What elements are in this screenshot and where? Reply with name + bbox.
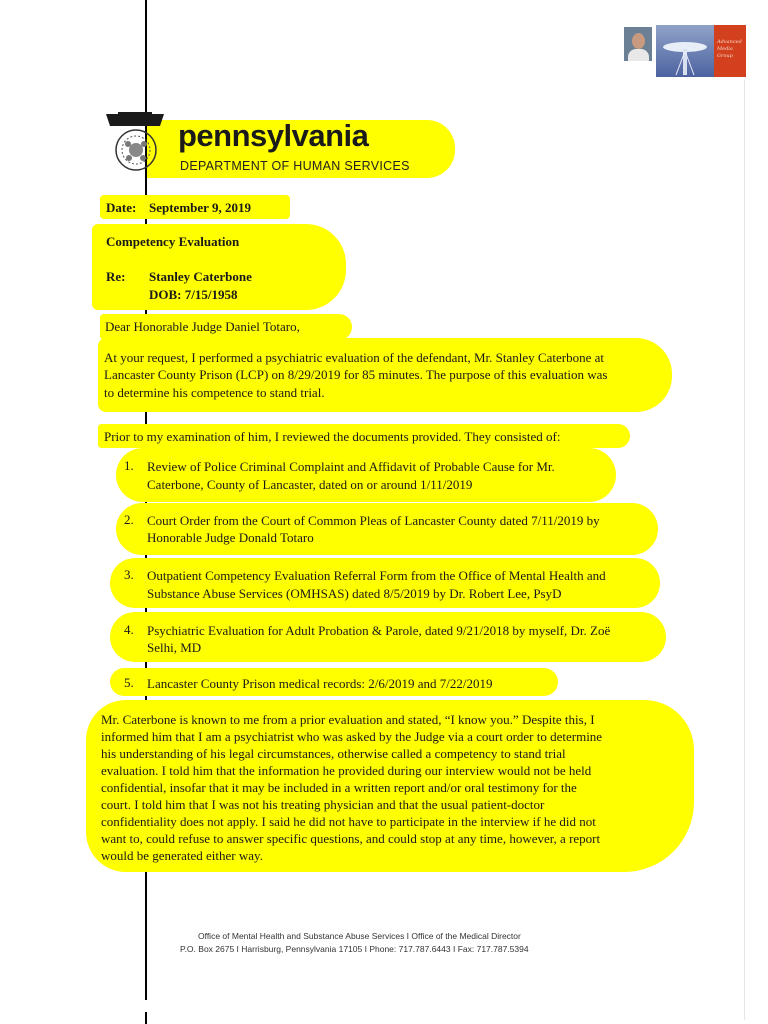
doc-number-1: 1.	[124, 458, 134, 473]
date-value: September 9, 2019	[149, 200, 251, 215]
salutation: Dear Honorable Judge Daniel Totaro,	[105, 319, 300, 334]
doc-2-line-2: Honorable Judge Donald Totaro	[147, 530, 314, 545]
letterhead-department: DEPARTMENT OF HUMAN SERVICES	[180, 159, 410, 173]
doc-3-line-2: Substance Abuse Services (OMHSAS) dated 8/5/2019 by Dr. Robert Lee, PsyD	[147, 586, 562, 601]
date-label: Date:	[106, 200, 137, 215]
doc-2-line-1: Court Order from the Court of Common Pleas of Lancaster County dated 7/11/2019 by	[147, 513, 600, 528]
doc-number-2: 2.	[124, 512, 134, 527]
header-image	[624, 25, 746, 77]
footer-line-1: Office of Mental Health and Substance Abuse Services I Office of the Medical Director	[198, 931, 521, 941]
doc-1-line-2: Caterbone, County of Lancaster, dated on or around 1/11/2019	[147, 477, 473, 492]
doc-number-3: 3.	[124, 567, 134, 582]
body-line-2: informed him that I am a psychiatrist who was asked by the Judge via a court order to determine	[101, 729, 603, 744]
tower-graphic	[656, 25, 714, 77]
doc-number-4: 4.	[124, 622, 134, 637]
re-label: Re:	[106, 269, 126, 284]
footer-line-2: P.O. Box 2675 I Harrisburg, Pennsylvania 17105 I Phone: 717.787.6443 I Fax: 717.787.5394	[180, 944, 529, 954]
doc-3-line-1: Outpatient Competency Evaluation Referral Form from the Office of Mental Health and	[147, 568, 606, 583]
re-dob: DOB: 7/15/1958	[149, 287, 238, 302]
doc-number-5: 5.	[124, 675, 134, 690]
intro-line-2: Lancaster County Prison (LCP) on 8/29/2019 for 85 minutes. The purpose of this evaluation was	[104, 367, 608, 382]
media-badge	[714, 25, 746, 77]
re-name: Stanley Caterbone	[149, 269, 252, 284]
doc-4-line-1: Psychiatric Evaluation for Adult Probation & Parole, dated 9/21/2018 by myself, Dr. Zoë	[147, 623, 611, 638]
prior-line: Prior to my examination of him, I reviewed the documents provided. They consisted of:	[104, 429, 561, 444]
keystone-icon	[104, 108, 166, 174]
body-line-9: would be generated either way.	[101, 848, 263, 863]
body-line-6: court. I told him that I was not his treating physician and that the usual patient-doctor	[101, 797, 545, 812]
doc-1-line-1: Review of Police Criminal Complaint and Affidavit of Probable Cause for Mr.	[147, 459, 555, 474]
letterhead-state: pennsylvania	[178, 118, 369, 153]
intro-line-1: At your request, I performed a psychiatric evaluation of the defendant, Mr. Stanley Caterbone at	[104, 350, 604, 365]
body-line-3: his understanding of his legal circumstances, otherwise called a competency to stand trial	[101, 746, 566, 761]
body-line-1: Mr. Caterbone is known to me from a prior evaluation and stated, “I know you.” Despite this, I	[101, 712, 595, 727]
doc-5-line-1: Lancaster County Prison medical records: 2/6/2019 and 7/22/2019	[147, 676, 493, 691]
doc-4-line-2: Selhi, MD	[147, 640, 202, 655]
portrait-photo	[624, 27, 652, 61]
keystone-logo	[104, 108, 166, 174]
body-line-5: confidential, insofar that it may be included in a written report and/or oral testimony for the	[101, 780, 577, 795]
intro-line-3: to determine his competence to stand trial.	[104, 385, 325, 400]
portrait-face	[632, 33, 645, 49]
scan-line-lower	[145, 1012, 147, 1024]
body-line-4: evaluation. I told him that the information he provided during our interview would not be held	[101, 763, 592, 778]
body-line-7: confidentiality does not apply. I said he did not have to participate in the interview if he did not	[101, 814, 596, 829]
tower-icon	[656, 25, 714, 77]
page-edge-line	[744, 80, 745, 1020]
subject-line: Competency Evaluation	[106, 234, 240, 249]
body-line-8: want to, could refuse to answer specific questions, and could stop at any time, however, a report	[101, 831, 601, 846]
media-badge-text: Advanced Media Group	[717, 39, 742, 59]
